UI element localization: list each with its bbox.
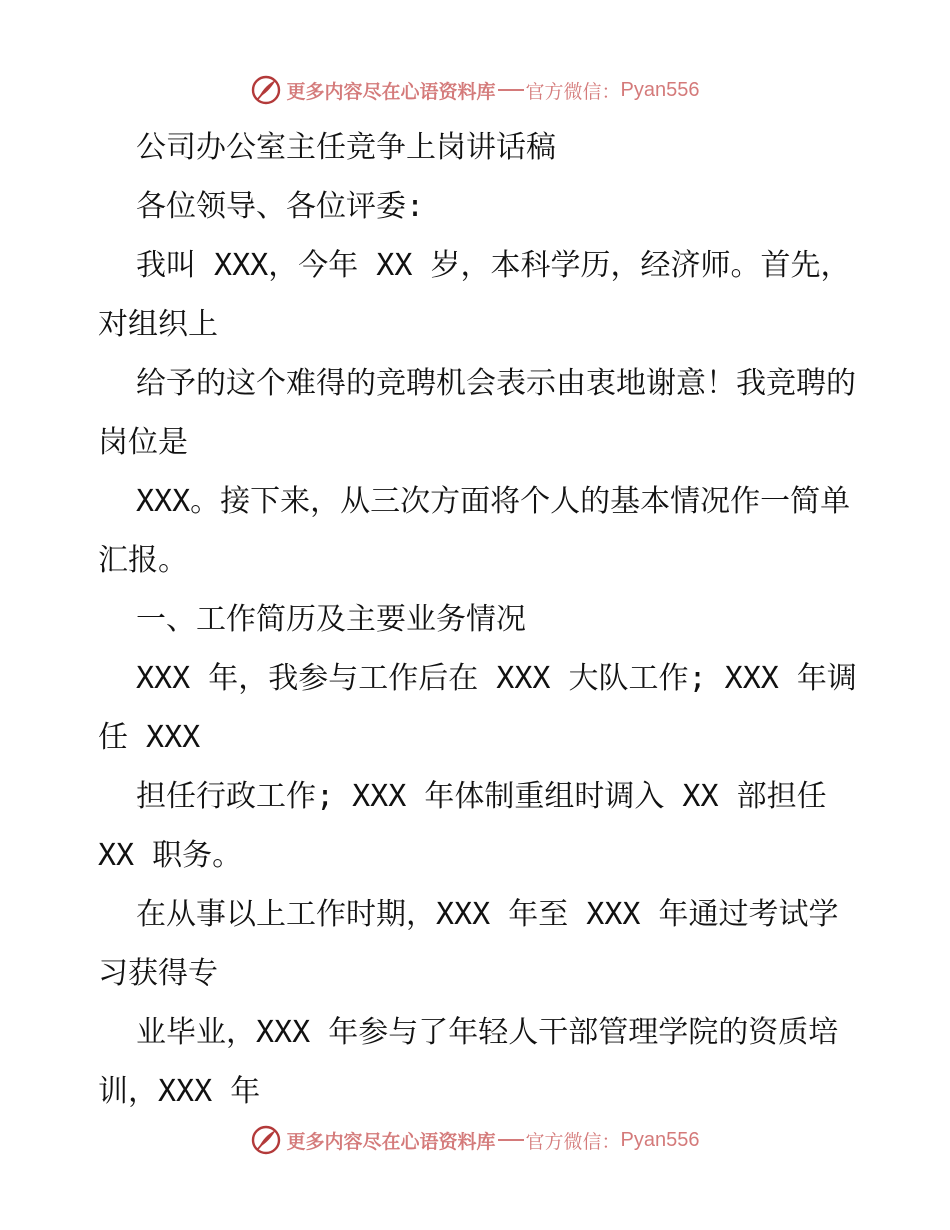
banner-text: 更多内容尽在心语资料库 xyxy=(286,1130,496,1153)
salutation: 各位领导、各位评委: xyxy=(136,189,425,224)
paragraph: 业毕业，XXX 年参与了年轻人干部管理学院的资质培训，XXX 年 xyxy=(98,1015,839,1109)
banner-official-label: 官方微信： xyxy=(525,80,621,103)
banner-wechat-id: Pyan556 xyxy=(620,78,700,101)
section-heading: 一、工作简历及主要业务情况 xyxy=(136,602,526,637)
header-banner xyxy=(0,72,950,108)
banner-wechat-id: Pyan556 xyxy=(620,1128,700,1151)
paragraph: 在从事以上工作时期，XXX 年至 XXX 年通过考试学习获得专 xyxy=(98,897,839,991)
banner-official-label: 官方微信： xyxy=(525,1130,621,1153)
feather-quill-icon xyxy=(251,1125,281,1155)
banner-dash xyxy=(498,1139,524,1141)
paragraph: 我叫 XXX，今年 XX 岁，本科学历，经济师。首先，对组织上 xyxy=(98,248,851,342)
banner-text: 更多内容尽在心语资料库 xyxy=(286,80,496,103)
paragraph: 给予的这个难得的竞聘机会表示由衷地谢意！我竞聘的岗位是 xyxy=(98,366,856,460)
paragraph: 担任行政工作; XXX 年体制重组时调入 XX 部担任 XX 职务。 xyxy=(98,779,827,873)
paragraph: XXX。接下来，从三次方面将个人的基本情况作一简单汇报。 xyxy=(98,484,851,578)
paragraph: XXX 年，我参与工作后在 XXX 大队工作; XXX 年调任 XXX xyxy=(98,661,857,755)
document-title: 公司办公室主任竞争上岗讲话稿 xyxy=(136,130,556,165)
feather-quill-icon xyxy=(251,75,281,105)
footer-banner xyxy=(0,1122,950,1158)
document-body xyxy=(98,118,858,1121)
banner-dash xyxy=(498,89,524,91)
